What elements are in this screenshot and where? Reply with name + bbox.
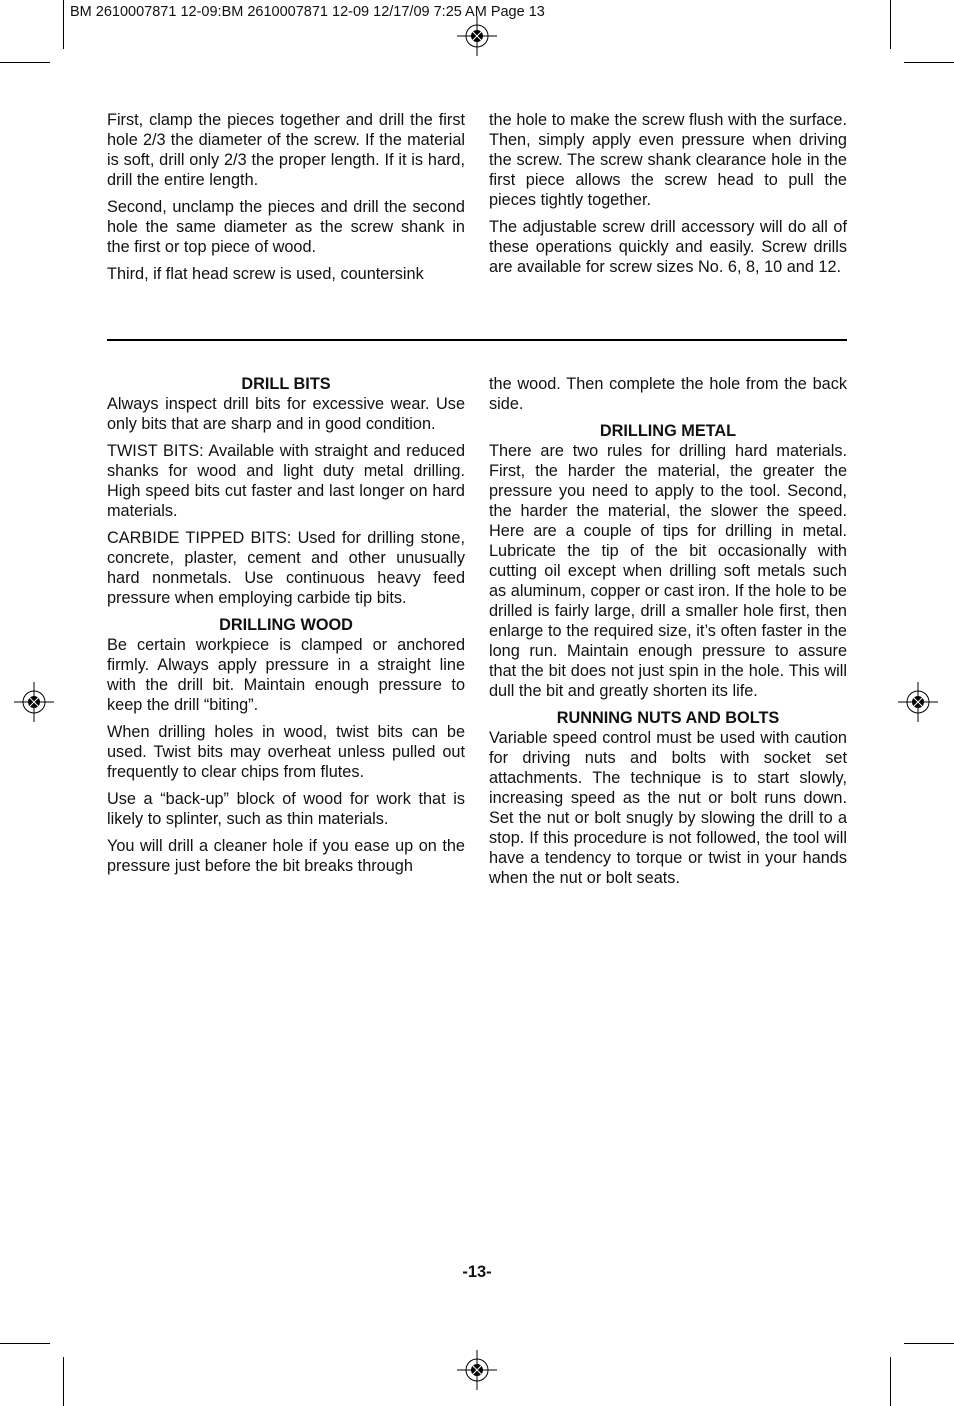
paragraph: First, clamp the pieces together and drill the first hole 2/3 the diameter of the screw. If the material is soft, drill only 2/3 the proper length. If it is hard, drill the entire length. <box>107 111 465 189</box>
registration-mark-icon <box>457 16 497 56</box>
paragraph: You will drill a cleaner hole if you ease up on the pressure just before the bit breaks through <box>107 837 465 875</box>
registration-mark-icon <box>898 682 938 722</box>
paragraph: There are two rules for drilling hard materials. First, the harder the material, the greater the pressure you need to apply to the tool. Second, the harder the material, the slower the speed. Here are a couple of tips for drilling in metal. Lubricate the tip of the bit occasionally with cutting oil except when drilling soft metals such as aluminum, copper or cast iron. If the hole to be drilled is fairly large, drill a smaller hole first, then enlarge to the required size, it’s often faster in the long run. Maintain enough pressure to assure that the bit does not just spin in the hole. This will dull the bit and greatly shorten its life. <box>489 442 847 700</box>
section-divider <box>107 339 847 341</box>
heading-drilling-wood: DRILLING WOOD <box>219 616 353 634</box>
crop-mark-top-left-v <box>63 0 64 49</box>
top-right-column <box>489 110 847 284</box>
paragraph: TWIST BITS: Available with straight and reduced shanks for wood and light duty metal drilling. High speed bits cut faster and last longer on hard materials. <box>107 442 465 520</box>
paragraph: Second, unclamp the pieces and drill the second hole the same diameter as the screw shank in the first or top piece of wood. <box>107 198 465 256</box>
paragraph: Variable speed control must be used with caution for driving nuts and bolts with socket set attachments. The technique is to start slowly, increasing speed as the nut or bolt runs down. Set the nut or bolt snugly by slowing the drill to a stop. If this procedure is not followed, the tool will have a tendency to torque or twist in your hands when the nut or bolt seats. <box>489 729 847 887</box>
heading-drilling-metal: DRILLING METAL <box>599 422 737 440</box>
crop-mark-top-right-h <box>904 62 954 63</box>
crop-mark-bottom-right-h <box>904 1343 954 1344</box>
crop-mark-top-left-h <box>0 62 50 63</box>
paragraph: Be certain workpiece is clamped or anchored firmly. Always apply pressure in a straight line with the drill bit. Maintain enough pressure to keep the drill “biting”. <box>107 636 465 714</box>
crop-mark-top-right-v <box>890 0 891 49</box>
print-slug: BM 2610007871 12-09:BM 2610007871 12-09 12/17/09 7:25 AM Page 13 <box>70 4 545 20</box>
heading-running-nuts-bolts: RUNNING NUTS AND BOLTS <box>556 709 780 727</box>
paragraph: Use a “back-up” block of wood for work that is likely to splinter, such as thin materials. <box>107 790 465 828</box>
paragraph: the wood. Then complete the hole from the back side. <box>489 375 847 413</box>
paragraph: CARBIDE TIPPED BITS: Used for drilling stone, concrete, plaster, cement and other unusually hard nonmetals. Use continuous heavy feed pressure when employing carbide tip bits. <box>107 529 465 607</box>
crop-mark-bottom-left-h <box>0 1343 50 1344</box>
registration-mark-icon <box>457 1350 497 1390</box>
paragraph: Third, if flat head screw is used, countersink <box>107 265 424 283</box>
registration-mark-icon <box>14 682 54 722</box>
crop-mark-bottom-left-v <box>63 1357 64 1406</box>
paragraph: When drilling holes in wood, twist bits can be used. Twist bits may overheat unless pulled out frequently to clear chips from flutes. <box>107 723 465 781</box>
top-left-column <box>107 110 465 291</box>
paragraph: the hole to make the screw flush with the surface. Then, simply apply even pressure when driving the screw. The screw shank clearance hole in the first piece allows the screw head to pull the pieces tightly together. <box>489 111 847 209</box>
paragraph: Always inspect drill bits for excessive wear. Use only bits that are sharp and in good condition. <box>107 395 465 433</box>
heading-drill-bits: DRILL BITS <box>241 375 331 393</box>
bottom-left-column <box>107 374 465 883</box>
bottom-right-column <box>489 374 847 895</box>
paragraph: The adjustable screw drill accessory will do all of these operations quickly and easily. Screw drills are available for screw sizes No. 6, 8, 10 and 12. <box>489 218 847 276</box>
crop-mark-bottom-right-v <box>890 1357 891 1406</box>
page-number: -13- <box>462 1263 492 1281</box>
